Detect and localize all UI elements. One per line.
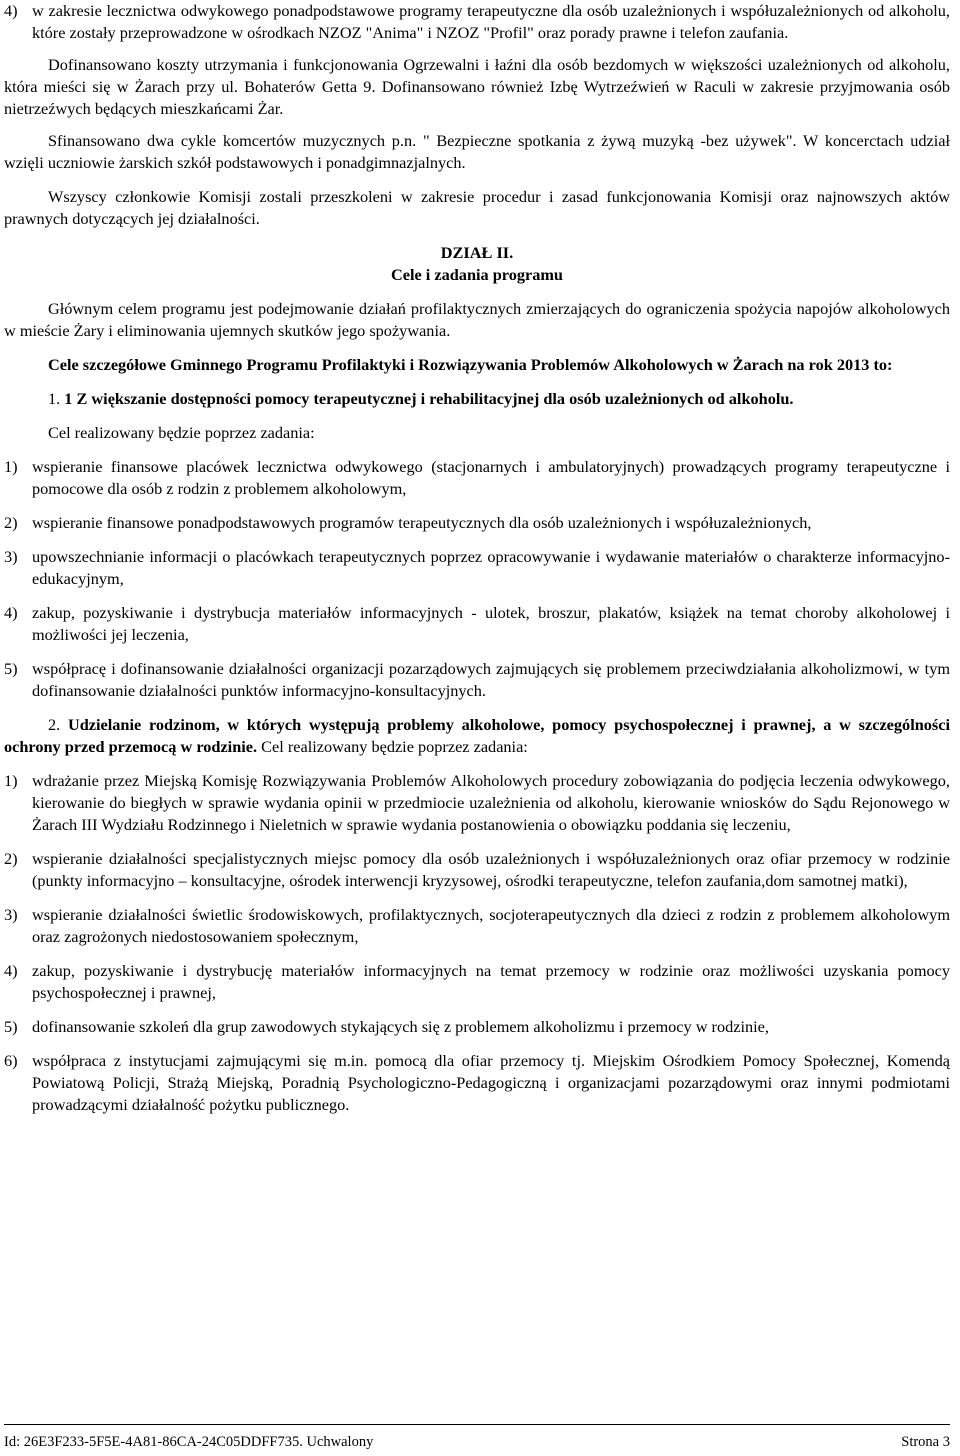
list-text: wdrażanie przez Miejską Komisję Rozwiązywania Problemów Alkoholowych procedury zobowiązania do podjęcia leczenia odwykowego, kierowanie do biegłych w sprawie wydania opinii w przedmiocie uzależnienia od alkoholu, kierowanie wniosków do Sądu Rejonowego w Żarach III Wydziału Rodzinnego i Nieletnich w sprawie wydania postanowienia o obowiązku poddania się leczeniu, <box>32 771 950 834</box>
list-item <box>4 512 950 534</box>
document-page <box>4 0 950 1116</box>
list-text: współpracę i dofinansowanie działalności organizacji pozarządowych zajmujących się problemem przeciwdziałania alkoholizmowi, w tym dofinansowanie działalności punktów informacyjno-konsultacyjnych. <box>32 659 950 700</box>
list-text: dofinansowanie szkoleń dla grup zawodowych stykających się z problemem alkoholizmu i przemocy w rodzinie, <box>32 1017 769 1036</box>
section-title: DZIAŁ II. <box>440 243 514 262</box>
list-item <box>4 658 950 702</box>
list-text: w zakresie lecznictwa odwykowego ponadpodstawowe programy terapeutyczne dla osób uzależnionych i współuzależnionych od alkoholu, które zostały przeprowadzone w ośrodkach NZOZ "Anima" i NZOZ "Profil" oraz porady prawne i telefon zaufania. <box>32 1 950 42</box>
paragraph-ogrzewalnia: Dofinansowano koszty utrzymania i funkcjonowania Ogrzewalni i łaźni dla osób bezdomych w większości uzależnionych od alkoholu, która mieści się w Żarach przy ul. Bohaterów Getta 9. Dofinansowano również Izbę Wytrzeźwień w Raculi w zakresie przyjmowania osób nietrzeźwych będących mieszkańcami Żar. <box>4 55 950 118</box>
list-text: wspieranie finansowe ponadpodstawowych programów terapeutycznych dla osób uzależnionych i współuzależnionych, <box>32 513 812 532</box>
goal-2-tasks-intro: Cel realizowany będzie poprzez zadania: <box>257 737 528 756</box>
goal-1-task-list <box>4 456 950 702</box>
list-number: 5) <box>4 659 18 678</box>
page-number: Strona 3 <box>901 1434 950 1450</box>
page-footer <box>4 1424 950 1451</box>
goal-1-lead: 1. <box>48 389 65 408</box>
list-number: 4) <box>4 1 18 20</box>
list-text: wspieranie działalności świetlic środowiskowych, profilaktycznych, socjoterapeutycznych dla dzieci z rodzin z problemem alkoholowym oraz zagrożonych niedostosowaniem społecznym, <box>32 905 950 946</box>
list-number: 4) <box>4 961 18 980</box>
list-item <box>4 848 950 892</box>
list-number: 2) <box>4 513 18 532</box>
goal-2-lead: 2. <box>48 715 68 734</box>
list-text: zakup, pozyskiwanie i dystrybucję materiałów informacyjnych na temat przemocy w rodzinie oraz możliwości uzyskania pomocy psychospołecznej i prawnej, <box>32 961 950 1002</box>
paragraph-koncerty: Sfinansowano dwa cykle komcertów muzycznych p.n. " Bezpieczne spotkania z żywą muzyką -bez używek". W koncerctach udział wzięli uczniowie żarskich szkół podstawowych i ponadgimnazjalnych. <box>4 131 950 172</box>
list-item <box>4 960 950 1004</box>
goal-2-heading <box>4 714 950 758</box>
paragraph-komisja: Wszyscy członkowie Komisji zostali przeszkoleni w zakresie procedur i zasad funkcjonowania Komisji oraz najnowszych aktów prawnych dotyczących jej działalności. <box>4 187 950 228</box>
list-item <box>4 1016 950 1038</box>
specific-goals-heading: Cele szczegółowe Gminnego Programu Profilaktyki i Rozwiązywania Problemów Alkoholowych w Żarach na rok 2013 to: <box>48 355 893 374</box>
section-subtitle: Cele i zadania programu <box>390 265 563 284</box>
goal-1-title: 1 Z większanie dostępności pomocy terapeutycznej i rehabilitacyjnej dla osób uzależnionych od alkoholu. <box>64 389 794 408</box>
list-number: 5) <box>4 1017 18 1036</box>
list-number: 2) <box>4 849 18 868</box>
goal-1-tasks-intro: Cel realizowany będzie poprzez zadania: <box>48 423 315 442</box>
list-number: 1) <box>4 771 18 790</box>
list-number: 6) <box>4 1051 18 1070</box>
list-item <box>4 770 950 836</box>
list-item <box>4 602 950 646</box>
goal-2-title: Udzielanie rodzinom, w których występują problemy alkoholowe, pomocy psychospołecznej i prawnej, a w szczególności ochrony przed przemocą w rodzinie. <box>4 715 950 756</box>
list-number: 4) <box>4 603 18 622</box>
list-number: 1) <box>4 457 18 476</box>
intro-item-4 <box>4 0 950 44</box>
list-item <box>4 1050 950 1116</box>
goal-1-heading <box>4 388 950 410</box>
list-text: zakup, pozyskiwanie i dystrybucja materiałów informacyjnych - ulotek, broszur, plakatów, książek na temat choroby alkoholowej i możliwości jej leczenia, <box>32 603 950 644</box>
document-id: Id: 26E3F233-5F5E-4A81-86CA-24C05DDFF735. Uchwalony <box>4 1434 374 1450</box>
list-number: 3) <box>4 905 18 924</box>
list-text: współpraca z instytucjami zajmującymi się m.in. pomocą dla ofiar przemocy tj. Miejskim Ośrodkiem Pomocy Społecznej, Komendą Powiatową Policji, Strażą Miejską, Poradnią Psychologiczno-Pedagogiczną i organizacjami pozarządowymi oraz innymi podmiotami prowadzącymi działalność pożytku publicznego. <box>32 1051 950 1114</box>
list-item <box>4 456 950 500</box>
list-number: 3) <box>4 547 18 566</box>
goal-2-task-list <box>4 770 950 1116</box>
list-text: wspieranie finansowe placówek lecznictwa odwykowego (stacjonarnych i ambulatoryjnych) prowadzących programy terapeutyczne i pomocowe dla osób z rodzin z problemem alkoholowym, <box>32 457 950 498</box>
main-goal-paragraph: Głównym celem programu jest podejmowanie działań profilaktycznych zmierzających do ograniczenia spożycia napojów alkoholowych w mieście Żary i eliminowania ujemnych skutków jego spożywania. <box>4 299 950 340</box>
list-item <box>4 904 950 948</box>
list-text: wspieranie działalności specjalistycznych miejsc pomocy dla osób uzależnionych i współuzależnionych oraz ofiar przemocy w rodzinie (punkty informacyjno – konsultacyjne, ośrodek interwencji kryzysowej, ośrodki terapeutyczne, telefon zaufania,dom samotnej matki), <box>32 849 950 890</box>
list-item <box>4 546 950 590</box>
list-text: upowszechnianie informacji o placówkach terapeutycznych poprzez opracowywanie i wydawanie materiałów o charakterze informacyjno-edukacyjnym, <box>32 547 950 588</box>
